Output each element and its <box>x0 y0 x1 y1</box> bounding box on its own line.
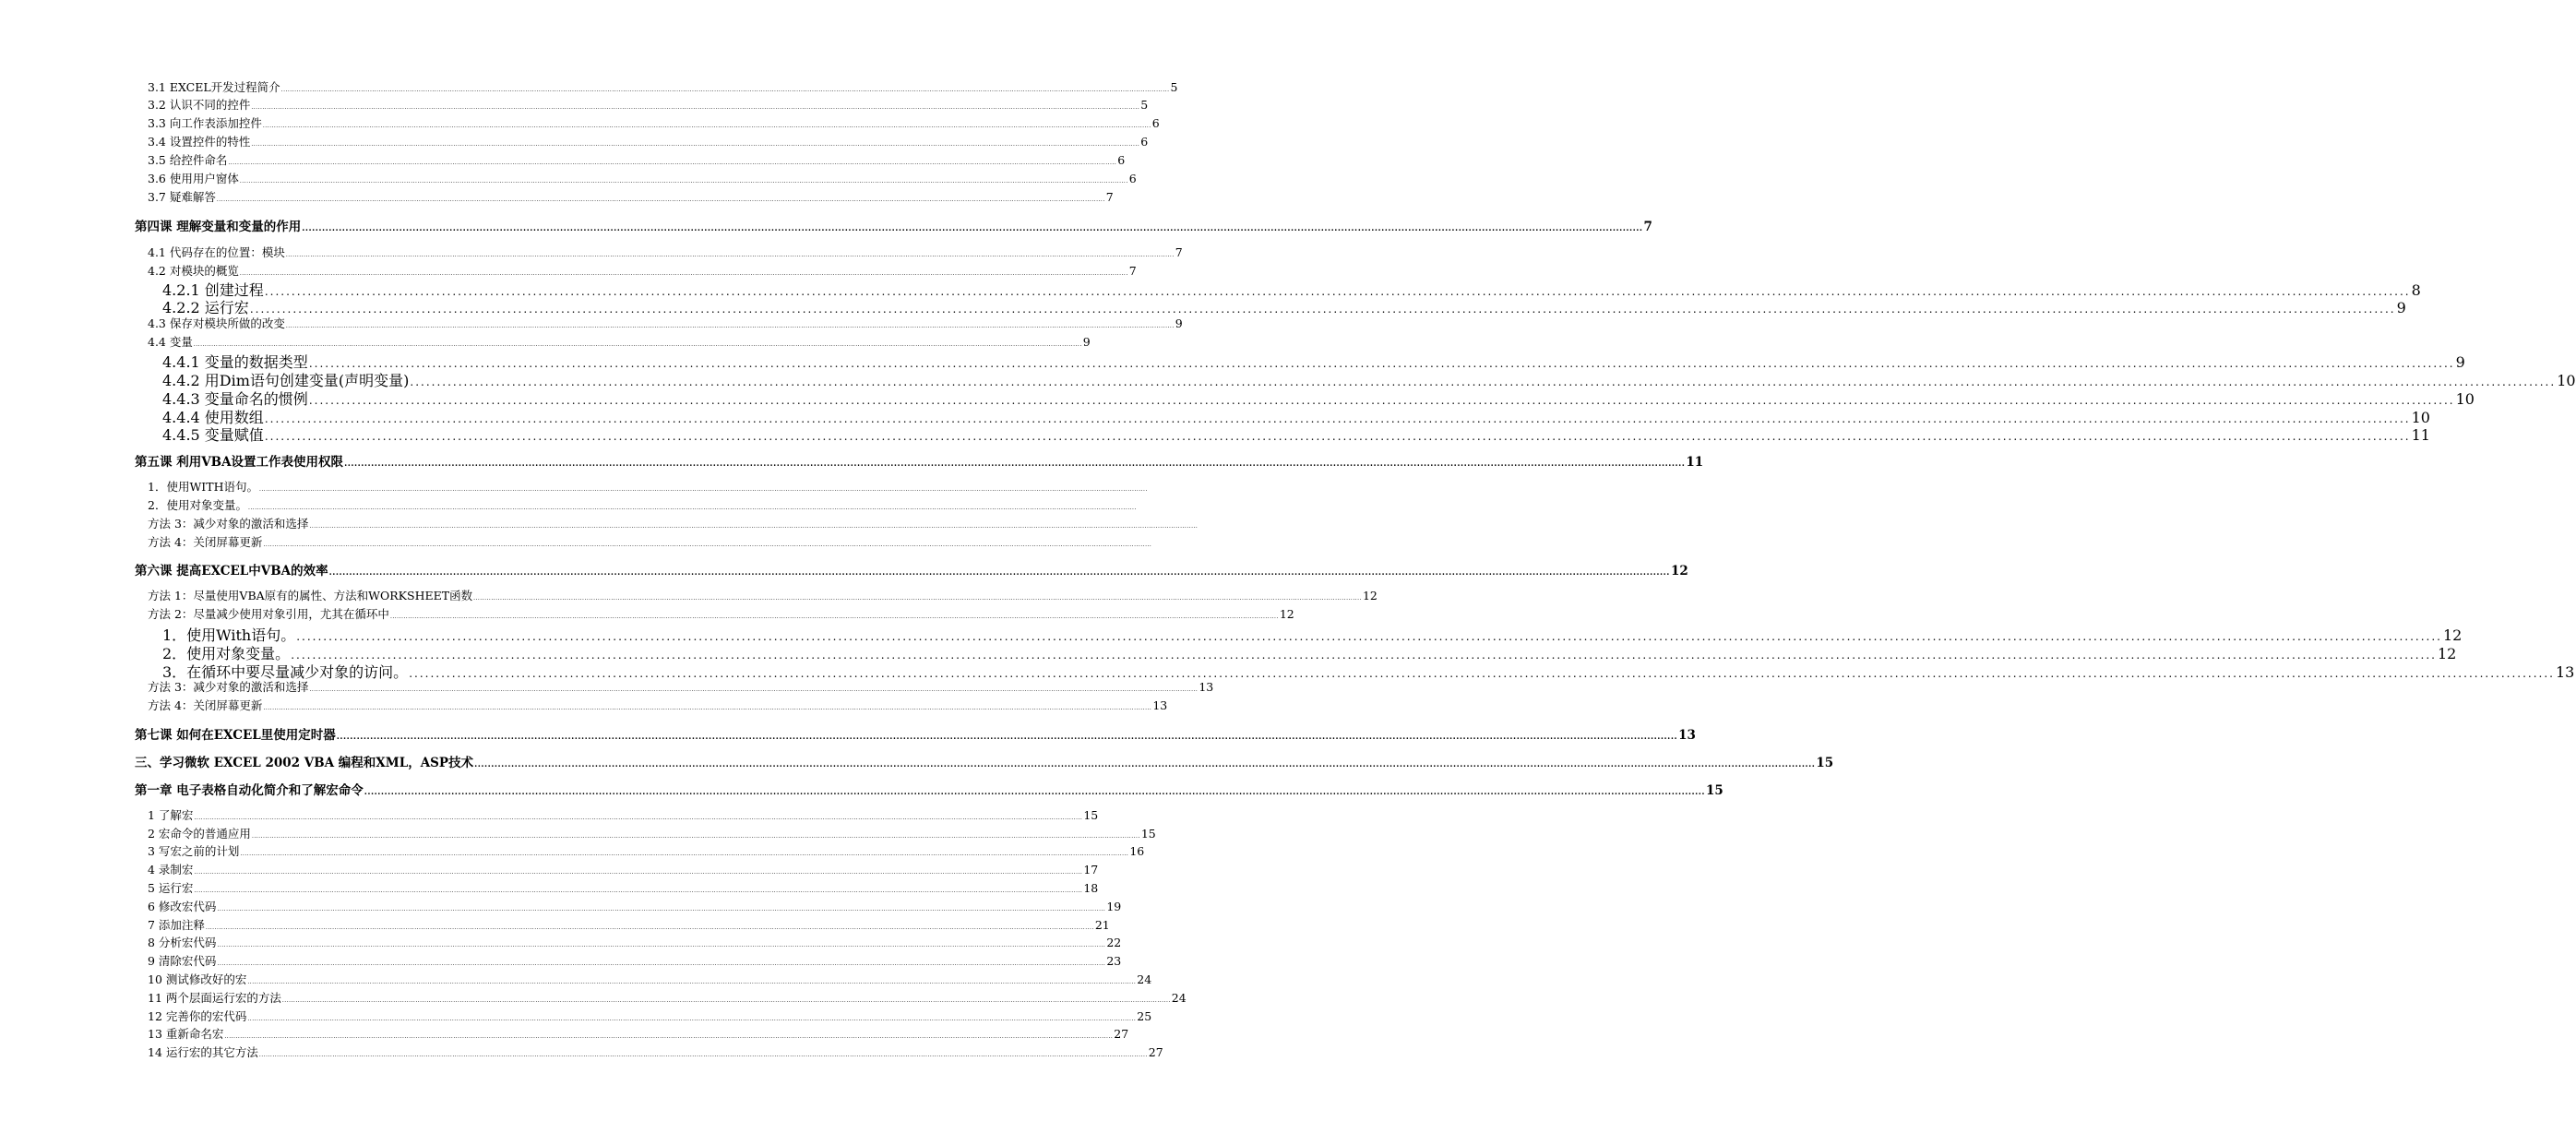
toc-page-number: 12 <box>1670 564 1688 578</box>
dot-leader: ................................................................................................................................................................................................................................................................................................................................................................................................................ <box>217 960 1106 967</box>
toc-page-number: 8 <box>2411 281 2421 299</box>
dot-leader: ................................................................................................................................................................................................................................................................................................................................................................................................................ <box>264 430 2411 443</box>
toc-page-number: 27 <box>1114 1027 1129 1041</box>
dot-leader: ................................................................................................................................................................................................................................................................................................................................................................................................................ <box>217 906 1106 912</box>
toc-page-number: 21 <box>1094 918 1110 932</box>
toc-page-number: 6 <box>1140 135 1149 149</box>
dot-leader: ................................................................................................................................................................................................................................................................................................................................................................................................................ <box>239 270 1128 277</box>
toc-entry[interactable] <box>148 188 1114 205</box>
toc-entry-title: 11 两个层面运行宏的方法 <box>148 991 281 1005</box>
toc-page-number: 16 <box>1129 844 1145 858</box>
toc-entry[interactable] <box>148 971 1152 987</box>
dot-leader: ................................................................................................................................................................................................................................................................................................................................................................................................................ <box>249 303 2396 316</box>
toc-entry-title: 4.4 变量 <box>148 335 193 349</box>
toc-entry[interactable] <box>148 1025 1129 1042</box>
toc-entry-title: 第七课 如何在EXCEL里使用定时器 <box>135 728 336 743</box>
dot-leader: ................................................................................................................................................................................................................................................................................................................................................................................................................ <box>228 160 1117 166</box>
toc-entry[interactable] <box>148 1044 1163 1060</box>
toc-page-number: 7 <box>1175 245 1183 259</box>
toc-entry-title: 6 修改宏代码 <box>148 900 217 913</box>
dot-leader: ................................................................................................................................................................................................................................................................................................................................................................................................................ <box>474 760 1816 769</box>
toc-page-number: 5 <box>1140 98 1149 112</box>
toc-page-number: 12 <box>1279 607 1294 621</box>
toc-entry-title: 8 分析宏代码 <box>148 936 217 949</box>
dot-leader: ................................................................................................................................................................................................................................................................................................................................................................................................................ <box>247 505 1137 511</box>
toc-entry-title: 4.2.1 创建过程 <box>162 281 264 299</box>
toc-page-number: 7 <box>1643 220 1652 234</box>
toc-entry[interactable] <box>148 697 1168 713</box>
toc-entry-title: 方法 4：关闭屏幕更新 <box>148 535 263 549</box>
toc-page-number: 15 <box>1140 827 1156 841</box>
toc-page-number: 13 <box>1199 680 1214 694</box>
toc-page-number: 18 <box>1083 881 1099 895</box>
toc-page-number: 6 <box>1128 172 1137 185</box>
dot-leader: ................................................................................................................................................................................................................................................................................................................................................................................................................ <box>281 997 1171 1004</box>
toc-page-number: 6 <box>1151 116 1160 130</box>
toc-page-number: 13 <box>1678 728 1696 743</box>
toc-page-number: 23 <box>1106 954 1122 968</box>
dot-leader: ................................................................................................................................................................................................................................................................................................................................................................................................................ <box>194 888 1083 894</box>
toc-heading[interactable] <box>135 724 1696 743</box>
toc-entry[interactable] <box>148 952 1122 969</box>
toc-page-number: 9 <box>1082 335 1091 349</box>
toc-entry-title: 3.5 给控件命名 <box>148 153 228 167</box>
toc-entry-title: 方法 1：尽量使用VBA原有的属性、方法和WORKSHEET函数 <box>148 589 473 602</box>
toc-page-number: 12 <box>2437 645 2457 662</box>
toc-entry[interactable] <box>148 879 1099 896</box>
toc-entry-title: 3.7 疑难解答 <box>148 190 216 204</box>
dot-leader: ................................................................................................................................................................................................................................................................................................................................................................................................................ <box>258 486 1148 493</box>
toc-page-number: 6 <box>1117 153 1126 167</box>
dot-leader: ................................................................................................................................................................................................................................................................................................................................................................................................................ <box>263 705 1152 711</box>
dot-leader: ................................................................................................................................................................................................................................................................................................................................................................................................................ <box>291 649 2437 662</box>
toc-entry-title: 4.3 保存对模块所做的改变 <box>148 316 285 330</box>
toc-page-number: 25 <box>1137 1009 1152 1023</box>
toc-entry[interactable] <box>148 825 1156 841</box>
toc-page-number: 7 <box>1105 190 1114 204</box>
toc-entry[interactable] <box>148 842 1145 859</box>
toc-entry[interactable] <box>148 515 1199 531</box>
dot-leader: ................................................................................................................................................................................................................................................................................................................................................................................................................ <box>251 104 1140 111</box>
toc-entry-title: 2 宏命令的普通应用 <box>148 827 251 841</box>
toc-entry-title: 1．使用WITH语句。 <box>148 480 258 494</box>
toc-page-number: 22 <box>1106 936 1122 949</box>
toc-page-number: 5 <box>1170 80 1178 94</box>
dot-leader: ................................................................................................................................................................................................................................................................................................................................................................................................................ <box>251 141 1140 148</box>
dot-leader: ................................................................................................................................................................................................................................................................................................................................................................................................................ <box>389 614 1279 620</box>
toc-entry-title: 4.4.2 用Dim语句创建变量(声明变量) <box>162 372 410 389</box>
dot-leader: ................................................................................................................................................................................................................................................................................................................................................................................................................ <box>216 197 1105 203</box>
dot-leader: ................................................................................................................................................................................................................................................................................................................................................................................................................ <box>193 341 1082 348</box>
dot-leader: ................................................................................................................................................................................................................................................................................................................................................................................................................ <box>224 1033 1114 1040</box>
toc-page-number: 11 <box>1686 455 1704 470</box>
toc-page-number: 15 <box>1083 808 1099 822</box>
toc-entry-title: 第五课 利用VBA设置工作表使用权限 <box>135 455 344 470</box>
toc-page-number: 10 <box>2455 390 2475 408</box>
dot-leader: ................................................................................................................................................................................................................................................................................................................................................................................................................ <box>240 851 1129 857</box>
dot-leader: ................................................................................................................................................................................................................................................................................................................................................................................................................ <box>262 123 1151 129</box>
toc-entry[interactable] <box>148 496 1137 513</box>
dot-leader: ................................................................................................................................................................................................................................................................................................................................................................................................................ <box>194 815 1083 821</box>
toc-entry-title: 3.4 设置控件的特性 <box>148 135 251 149</box>
toc-entry[interactable] <box>148 478 1148 495</box>
toc-entry-title: 3．在循环中要尽量减少对象的访问。 <box>162 663 409 681</box>
toc-page-number: 17 <box>1083 863 1099 877</box>
toc-entry-title: 9 清除宏代码 <box>148 954 217 968</box>
toc-entry[interactable] <box>148 916 1110 933</box>
toc-entry-title: 10 测试修改好的宏 <box>148 972 247 986</box>
toc-entry-title: 第四课 理解变量和变量的作用 <box>135 220 302 234</box>
dot-leader: ................................................................................................................................................................................................................................................................................................................................................................................................................ <box>309 523 1199 530</box>
toc-entry[interactable] <box>148 78 1178 95</box>
dot-leader: ................................................................................................................................................................................................................................................................................................................................................................................................................ <box>473 595 1362 602</box>
toc-entry-title: 2．使用对象变量。 <box>148 498 247 512</box>
toc-entry-title: 1．使用With语句。 <box>162 626 296 644</box>
toc-entry-title: 3 写宏之前的计划 <box>148 844 240 858</box>
dot-leader: ................................................................................................................................................................................................................................................................................................................................................................................................................ <box>263 542 1152 548</box>
toc-heading[interactable] <box>135 752 1834 770</box>
toc-page-number: 10 <box>2411 409 2430 426</box>
toc-page-number: 27 <box>1148 1045 1163 1059</box>
toc-page-number: 11 <box>2411 426 2430 444</box>
toc-page-number: 9 <box>1175 316 1183 330</box>
toc-entry-title: 方法 2：尽量减少使用对象引用，尤其在循环中 <box>148 607 389 621</box>
toc-heading[interactable] <box>135 560 1688 578</box>
toc-entry-title: 4.1 代码存在的位置：模块 <box>148 245 285 259</box>
dot-leader: ................................................................................................................................................................................................................................................................................................................................................................................................................ <box>205 924 1094 931</box>
toc-page-number: 12 <box>2442 626 2463 644</box>
toc-entry-title: 3.3 向工作表添加控件 <box>148 116 262 130</box>
toc-entry-title: 4.4.1 变量的数据类型 <box>162 353 308 371</box>
toc-entry-title: 三、学习微软 EXCEL 2002 VBA 编程和XML，ASP技术 <box>135 756 474 770</box>
toc-entry-title: 4 录制宏 <box>148 863 194 877</box>
toc-entry[interactable] <box>148 114 1160 131</box>
toc-entry[interactable] <box>148 170 1137 186</box>
toc-entry-title: 5 运行宏 <box>148 881 194 895</box>
toc-entry[interactable] <box>148 989 1187 1006</box>
dot-leader: ................................................................................................................................................................................................................................................................................................................................................................................................................ <box>296 630 2442 643</box>
dot-leader: ................................................................................................................................................................................................................................................................................................................................................................................................................ <box>344 459 1686 469</box>
toc-entry-title: 4.2.2 运行宏 <box>162 299 249 316</box>
toc-entry-title: 方法 4：关闭屏幕更新 <box>148 698 263 712</box>
toc-entry[interactable] <box>148 315 1183 331</box>
toc-page-number: 9 <box>2455 353 2465 371</box>
toc-page-number: 13 <box>2555 663 2575 681</box>
toc-page-number: 12 <box>1362 589 1377 602</box>
toc-entry-title: 4.2 对模块的概览 <box>148 264 239 278</box>
dot-leader: ................................................................................................................................................................................................................................................................................................................................................................................................................ <box>410 376 2557 388</box>
dot-leader: ................................................................................................................................................................................................................................................................................................................................................................................................................ <box>285 323 1175 329</box>
toc-heading[interactable] <box>135 780 1723 798</box>
toc-entry[interactable] <box>148 587 1377 603</box>
toc-entry[interactable] <box>148 934 1122 950</box>
toc-entry-title: 12 完善你的宏代码 <box>148 1009 247 1023</box>
toc-page-number: 13 <box>1152 698 1168 712</box>
dot-leader: ................................................................................................................................................................................................................................................................................................................................................................................................................ <box>251 833 1140 840</box>
toc-entry-title: 第六课 提高EXCEL中VBA的效率 <box>135 564 328 578</box>
toc-entry[interactable] <box>148 133 1149 149</box>
toc-entry-title: 3.2 认识不同的控件 <box>148 98 251 112</box>
toc-entry[interactable] <box>148 861 1099 877</box>
dot-leader: ................................................................................................................................................................................................................................................................................................................................................................................................................ <box>239 178 1128 185</box>
toc-page-number: 24 <box>1171 991 1187 1005</box>
dot-leader: ................................................................................................................................................................................................................................................................................................................................................................................................................ <box>217 942 1106 948</box>
dot-leader: ................................................................................................................................................................................................................................................................................................................................................................................................................ <box>328 568 1670 578</box>
toc-entry-title: 2．使用对象变量。 <box>162 645 291 662</box>
dot-leader: ................................................................................................................................................................................................................................................................................................................................................................................................................ <box>336 733 1678 742</box>
dot-leader: ................................................................................................................................................................................................................................................................................................................................................................................................................ <box>264 285 2411 298</box>
toc-heading[interactable] <box>135 216 1652 234</box>
toc-entry-title: 1 了解宏 <box>148 808 194 822</box>
dot-leader: ................................................................................................................................................................................................................................................................................................................................................................................................................ <box>285 252 1175 258</box>
toc-entry[interactable] <box>148 1008 1152 1024</box>
toc-entry[interactable] <box>148 605 1294 622</box>
toc-heading[interactable] <box>135 451 1704 470</box>
toc-entry-title: 4.4.4 使用数组 <box>162 409 264 426</box>
toc-page-number: 19 <box>1106 900 1122 913</box>
dot-leader: ................................................................................................................................................................................................................................................................................................................................................................................................................ <box>194 869 1083 876</box>
toc-page-number: 24 <box>1137 972 1152 986</box>
toc-entry-title: 4.4.5 变量赋值 <box>162 426 264 444</box>
toc-entry-title: 7 添加注释 <box>148 918 205 932</box>
toc-entry[interactable] <box>162 423 2430 445</box>
toc-entry[interactable] <box>148 96 1149 113</box>
toc-entry[interactable] <box>148 244 1183 260</box>
toc-entry[interactable] <box>148 262 1137 279</box>
toc-page-number: 7 <box>1128 264 1137 278</box>
dot-leader: ................................................................................................................................................................................................................................................................................................................................................................................................................ <box>280 87 1170 93</box>
toc-entry-title: 3.6 使用用户窗体 <box>148 172 239 185</box>
dot-leader: ................................................................................................................................................................................................................................................................................................................................................................................................................ <box>258 1052 1148 1058</box>
toc-page-number: 10 <box>2557 372 2576 389</box>
toc-entry-title: 13 重新命名宏 <box>148 1027 224 1041</box>
toc-entry-title: 方法 3：减少对象的激活和选择 <box>148 517 309 531</box>
dot-leader: ................................................................................................................................................................................................................................................................................................................................................................................................................ <box>364 788 1706 797</box>
toc-entry[interactable] <box>148 806 1099 823</box>
toc-entry-title: 14 运行宏的其它方法 <box>148 1045 258 1059</box>
toc-entry-title: 4.4.3 变量命名的惯例 <box>162 390 308 408</box>
dot-leader: ................................................................................................................................................................................................................................................................................................................................................................................................................ <box>302 224 1643 233</box>
toc-entry[interactable] <box>148 333 1091 350</box>
dot-leader: ................................................................................................................................................................................................................................................................................................................................................................................................................ <box>247 1016 1137 1022</box>
toc-entry-title: 3.1 EXCEL开发过程简介 <box>148 80 280 94</box>
dot-leader: ................................................................................................................................................................................................................................................................................................................................................................................................................ <box>409 667 2555 680</box>
dot-leader: ................................................................................................................................................................................................................................................................................................................................................................................................................ <box>308 394 2455 407</box>
toc-entry[interactable] <box>148 533 1152 550</box>
toc-page-number: 9 <box>2396 299 2406 316</box>
toc-entry[interactable] <box>148 678 1214 695</box>
toc-page-number: 15 <box>1816 756 1834 770</box>
toc-entry-title: 第一章 电子表格自动化简介和了解宏命令 <box>135 783 364 798</box>
dot-leader: ................................................................................................................................................................................................................................................................................................................................................................................................................ <box>309 686 1199 693</box>
dot-leader: ................................................................................................................................................................................................................................................................................................................................................................................................................ <box>247 979 1137 985</box>
toc-entry[interactable] <box>148 898 1122 914</box>
toc-entry-title: 方法 3：减少对象的激活和选择 <box>148 680 309 694</box>
toc-entry[interactable] <box>148 151 1126 168</box>
dot-leader: ................................................................................................................................................................................................................................................................................................................................................................................................................ <box>308 357 2455 370</box>
toc-page-number: 15 <box>1706 783 1723 798</box>
dot-leader: ................................................................................................................................................................................................................................................................................................................................................................................................................ <box>264 412 2411 425</box>
